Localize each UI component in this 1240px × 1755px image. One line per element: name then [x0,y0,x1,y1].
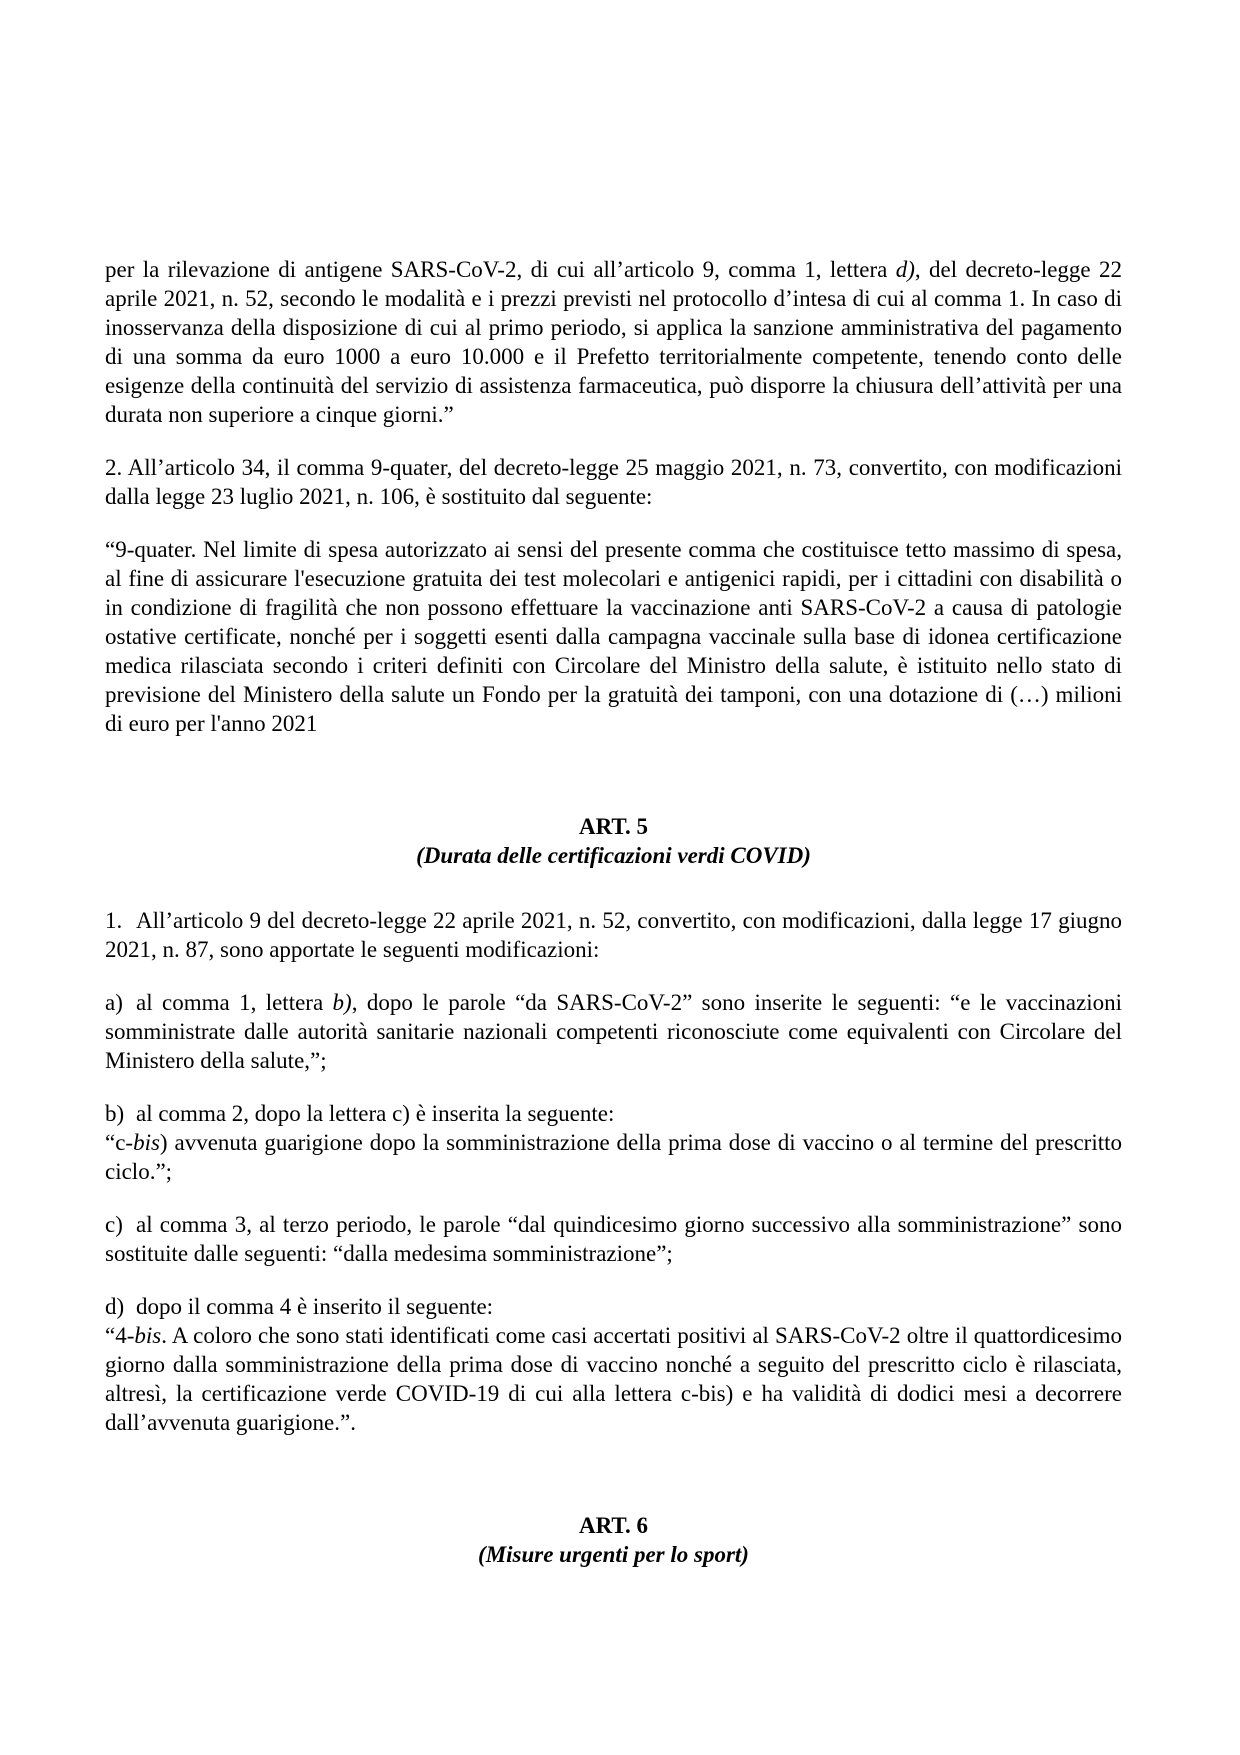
list-item-b [105,1099,1122,1186]
item-d-quote-line [105,1321,1122,1437]
list-item-1 [105,906,1122,964]
item-d-quote-text: “4- [105,1323,135,1348]
list-item-d [105,1292,1122,1437]
item-d-intro-text: dopo il comma 4 è inserito il seguente: [136,1294,494,1319]
item-d-marker: d) [105,1294,125,1319]
item-1-text: All’articolo 9 del decreto-legge 22 aprile 2021, n. 52, convertito, con modificazioni, dalla legge 17 giugno 2021, n. 87, sono apportate le seguenti modificazioni: [105,908,1122,962]
item-b-marker: b) [105,1101,125,1126]
item-b-quote-text: “c- [105,1130,134,1155]
item-b-intro-line [105,1099,1122,1128]
paragraph-text: per la rilevazione di antigene SARS-CoV-2, di cui all’articolo 9, comma 1, lettera [105,257,896,282]
italic-letter-b: b) [332,990,352,1015]
item-b-quote-text: ) avvenuta guarigione dopo la somministrazione della prima dose di vaccino o al termine del prescritto ciclo.”; [105,1130,1122,1184]
item-b-quote-line [105,1128,1122,1186]
article-6-heading [105,1511,1122,1569]
italic-bis: bis [133,1130,160,1155]
italic-bis: bis [134,1323,162,1348]
item-a-text: , dopo le parole “da SARS-CoV-2” sono inserite le seguenti: “e le vaccinazioni somministrate dalle autorità sanitarie nazionali competenti riconosciute come equivalenti con Circolare del Ministero della salute,”; [105,990,1122,1073]
article-6-subtitle: (Misure urgenti per lo sport) [478,1542,749,1567]
list-item-a [105,988,1122,1075]
item-d-quote-text: . A coloro che sono stati identificati come casi accertati positivi al SARS-CoV-2 oltre il quattordicesimo giorno dalla somministrazione della prima dose di vaccino nonché a seguito del prescritto ciclo è rilasciata, altresì, la certificazione verde COVID-19 di cui alla lettera c-bis) e ha validità di dodici mesi a decorrere dall’avvenuta guarigione.”. [105,1323,1122,1435]
paragraph-9quater: “9-quater. Nel limite di spesa autorizzato ai sensi del presente comma che costituisce tetto massimo di spesa, al fine di assicurare l'esecuzione gratuita dei test molecolari e antigenici rapidi, per i cittadini con disabilità o in condizione di fragilità che non possono effettuare la vaccinazione anti SARS-CoV-2 a causa di patologie ostative certificate, nonché per i soggetti esenti dalla campagna vaccinale sulla base di idonea certificazione medica rilasciata secondo i criteri definiti con Circolare del Ministro della salute, è istituito nello stato di previsione del Ministero della salute un Fondo per la gratuità dei tamponi, con una dotazione di (…) milioni di euro per l'anno 2021 [105,537,1122,736]
paragraph-comma-2: 2. All’articolo 34, il comma 9-quater, del decreto-legge 25 maggio 2021, n. 73, convertito, con modificazioni dalla legge 23 luglio 2021, n. 106, è sostituito dal seguente: [105,455,1122,509]
item-a-marker: a) [105,990,123,1015]
article-5-title: ART. 5 [578,814,649,839]
item-b-intro-text: al comma 2, dopo la lettera c) è inserita la seguente: [136,1101,615,1126]
item-1-marker: 1. [105,908,123,933]
paragraph-text: , del decreto-legge 22 aprile 2021, n. 52, secondo le modalità e i prezzi previsti nel protocollo d’intesa di cui al comma 1. In caso di inosservanza della disposizione di cui al primo periodo, si applica la sanzione amministrativa del pagamento di una somma da euro 1000 a euro 10.000 e il Prefetto territorialmente competente, tenendo conto delle esigenze della continuità del servizio di assistenza farmaceutica, può disporre la chiusura dell’attività per una durata non superiore a cinque giorni.” [105,257,1122,427]
article-5-subtitle: (Durata delle certificazioni verdi COVID) [416,843,811,868]
item-c-text: al comma 3, al terzo periodo, le parole “dal quindicesimo giorno successivo alla somministrazione” sono sostituite dalle seguenti: “dalla medesima somministrazione”; [105,1212,1122,1266]
article-6-title: ART. 6 [578,1513,649,1538]
item-d-intro-line [105,1292,1122,1321]
italic-letter-d: d) [895,257,915,282]
list-item-c [105,1210,1122,1268]
item-a-text: al comma 1, lettera [136,990,333,1015]
paragraph-continuation [105,255,1122,429]
article-5-heading [105,812,1122,870]
item-c-marker: c) [105,1212,123,1237]
